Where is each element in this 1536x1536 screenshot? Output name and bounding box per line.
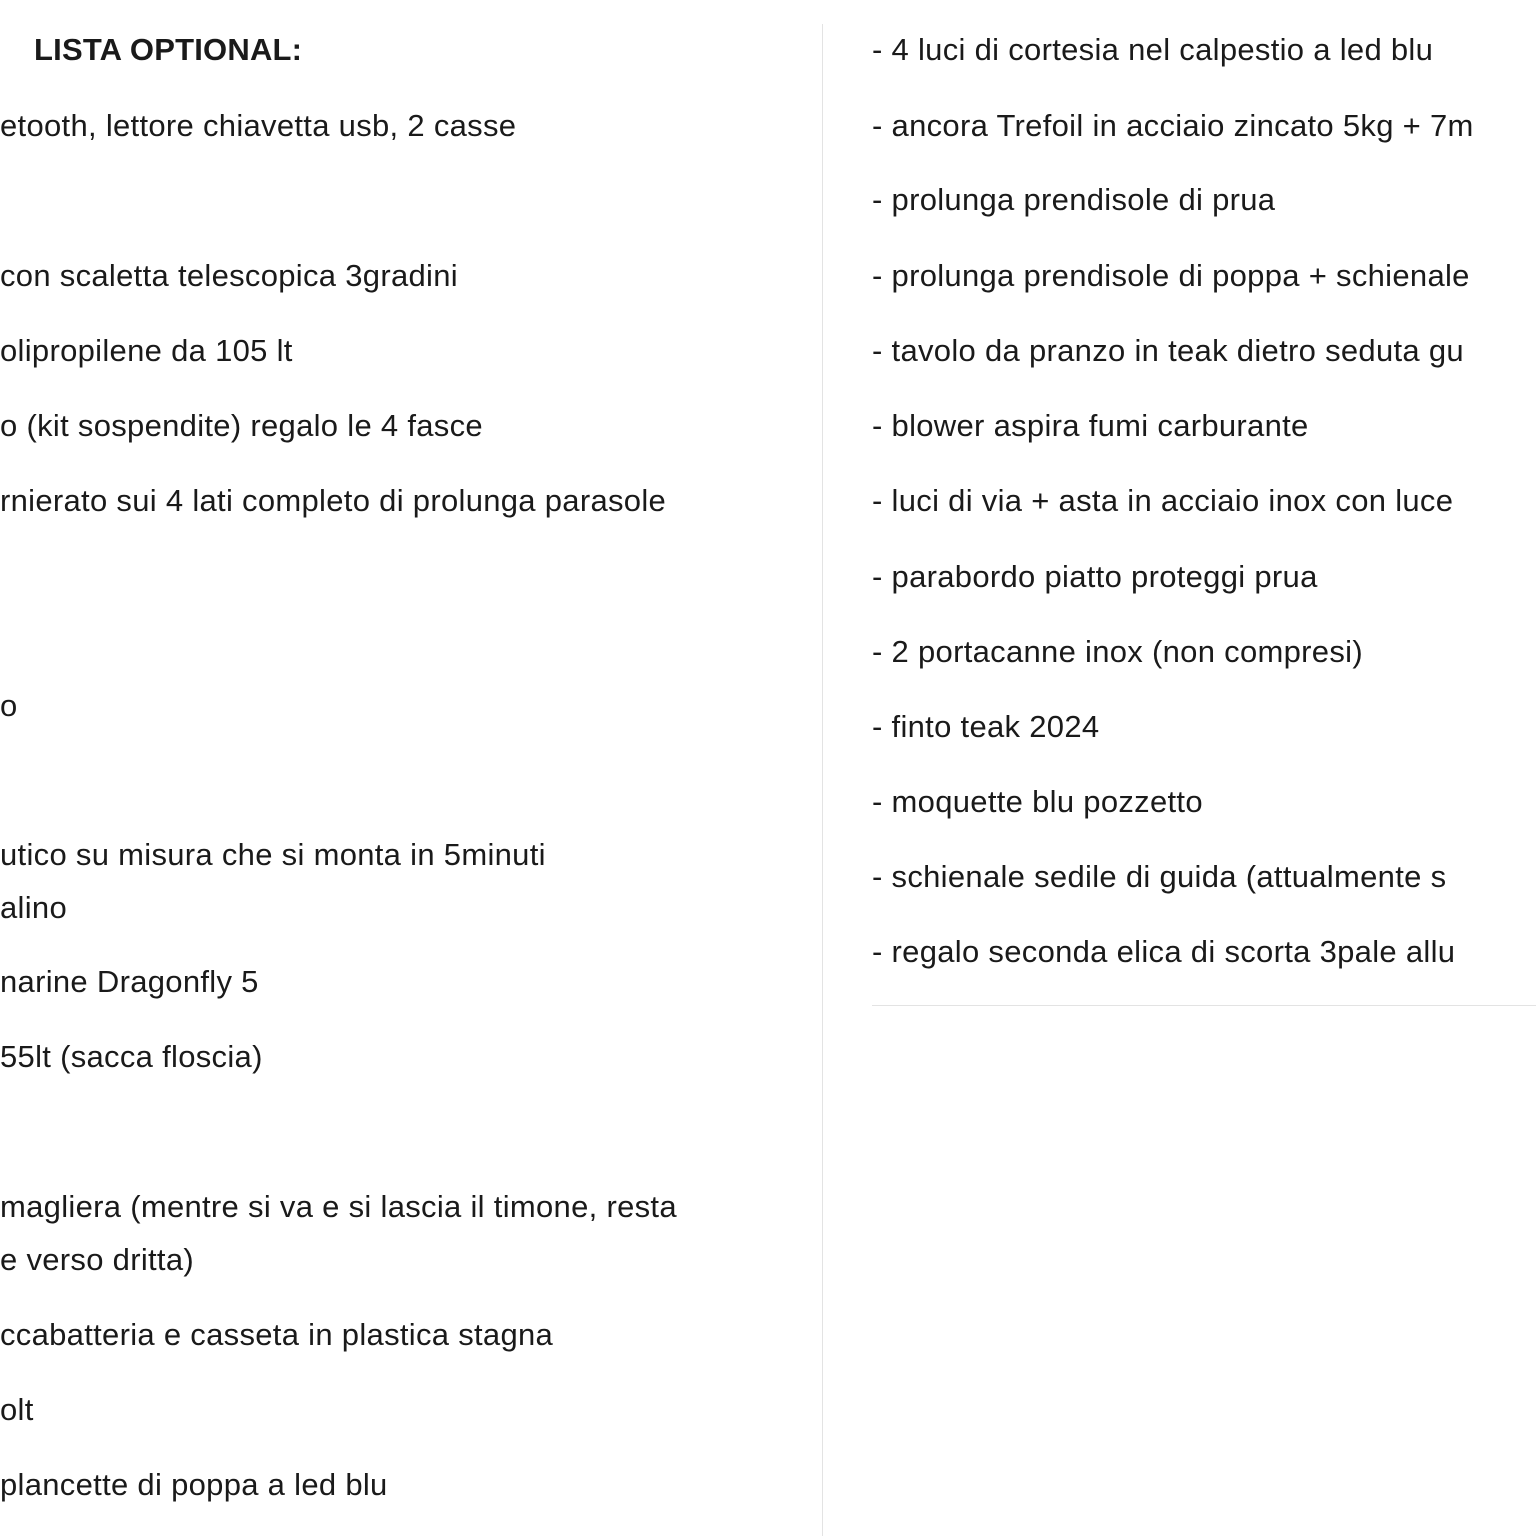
left-line: plancette di poppa a led blu: [0, 1467, 388, 1502]
left-line: ccabatteria e casseta in plastica stagna: [0, 1317, 554, 1352]
left-line: etooth, lettore chiavetta usb, 2 casse: [0, 108, 517, 143]
right-line: - blower aspira fumi carburante: [872, 408, 1309, 443]
right-line: - parabordo piatto proteggi prua: [872, 559, 1318, 594]
left-line: o: [0, 688, 18, 723]
left-line: narine Dragonfly 5: [0, 964, 259, 999]
left-line: con scaletta telescopica 3gradini: [0, 258, 458, 293]
column-divider: [822, 24, 823, 1536]
right-line: - tavolo da pranzo in teak dietro seduta gu: [872, 333, 1464, 368]
right-line: - regalo seconda elica di scorta 3pale allu: [872, 934, 1456, 969]
left-line: rnierato sui 4 lati completo di prolunga parasole: [0, 483, 667, 518]
right-column: [872, 0, 1536, 1536]
left-line: alino: [0, 890, 67, 925]
right-line: - 4 luci di cortesia nel calpestio a led blu: [872, 32, 1434, 67]
list-title: LISTA OPTIONAL:: [34, 32, 303, 67]
right-line: - ancora Trefoil in acciaio zincato 5kg + 7m: [872, 108, 1474, 143]
left-line: olipropilene da 105 lt: [0, 333, 293, 368]
left-line: magliera (mentre si va e si lascia il timone, resta: [0, 1189, 677, 1224]
right-line: - moquette blu pozzetto: [872, 784, 1203, 819]
left-line: o (kit sospendite) regalo le 4 fasce: [0, 408, 483, 443]
left-line: e verso dritta): [0, 1242, 195, 1277]
left-line: utico su misura che si monta in 5minuti: [0, 837, 546, 872]
left-line: olt: [0, 1392, 34, 1427]
right-line: - schienale sedile di guida (attualmente s: [872, 859, 1447, 894]
right-line: - 2 portacanne inox (non compresi): [872, 634, 1363, 669]
right-line: - prolunga prendisole di prua: [872, 182, 1276, 217]
right-line: - luci di via + asta in acciaio inox con luce: [872, 483, 1454, 518]
left-line: 55lt (sacca floscia): [0, 1039, 263, 1074]
right-line: - prolunga prendisole di poppa + schienale: [872, 258, 1470, 293]
section-rule: [872, 1005, 1536, 1006]
right-line: - finto teak 2024: [872, 709, 1100, 744]
